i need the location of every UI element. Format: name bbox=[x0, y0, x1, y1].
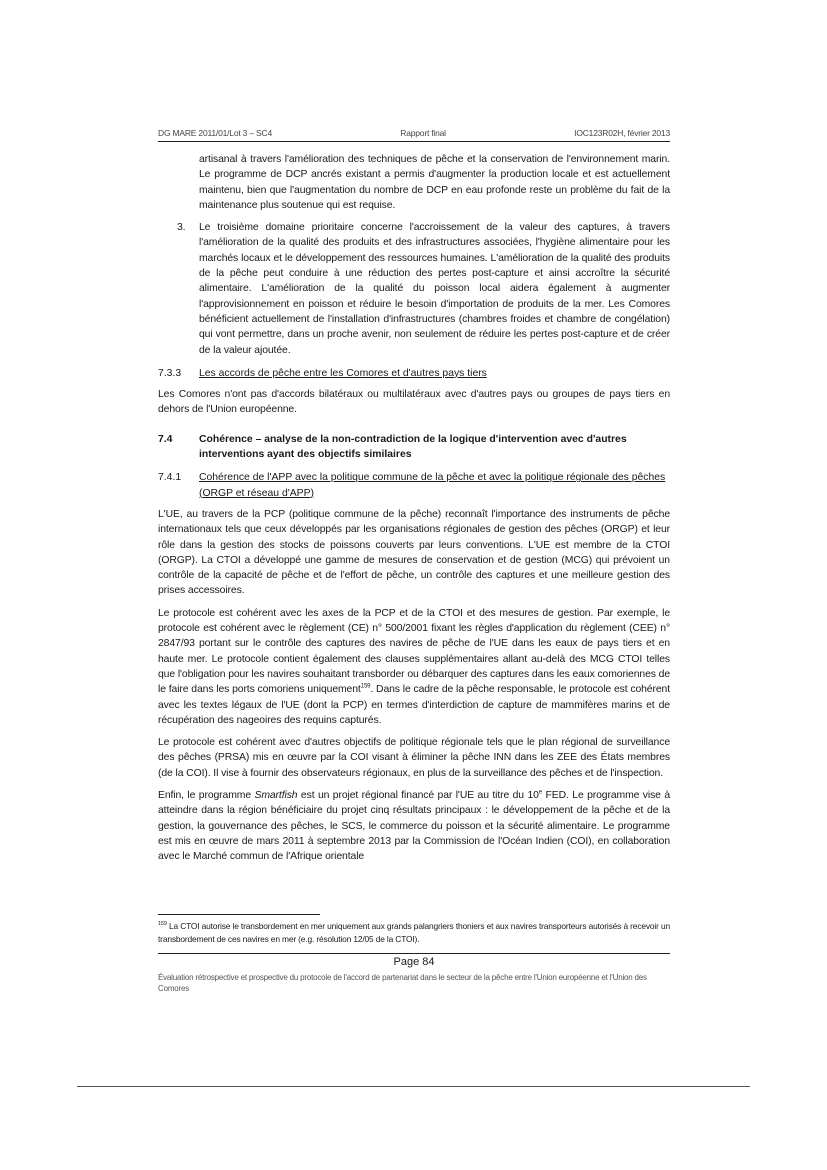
list-item-3 bbox=[177, 220, 670, 358]
section-heading-7-4 bbox=[158, 432, 670, 463]
section-title: Cohérence de l'APP avec la politique commune de la pêche et avec la politique régionale des pêches (ORGP et réseau d'APP) bbox=[199, 472, 666, 499]
page-header bbox=[158, 128, 670, 142]
paragraph-text: Enfin, le programme bbox=[158, 789, 255, 801]
footer-separator bbox=[158, 953, 670, 954]
footnote-text: La CTOI autorise le transbordement en mer uniquement aux grands palangriers thoniers et aux navires transporteurs autorisés à recevoir un transbordement de ces navires en mer (e.g. résolution 12/05 de la CTOI). bbox=[158, 921, 670, 944]
section-title: Cohérence – analyse de la non-contradiction de la logique d'intervention avec d'autres interventions ayant des objectifs similaires bbox=[199, 433, 627, 461]
paragraph-regional-policy: Le protocole est cohérent avec d'autres objectifs de politique régionale tels que le plan régional de surveillance des pêches (PRSA) mis en œuvre par la COI visant à éliminer la pêche INN dans les ZEE des États membres (de la COI). Il vise à fournir des observateurs régionaux, en plus de la surveillance des pêches et de l'inspection. bbox=[158, 737, 670, 779]
section-number: 7.4 bbox=[158, 433, 173, 445]
section-heading-7-4-1 bbox=[158, 470, 670, 501]
paragraph-other-agreements: Les Comores n'ont pas d'accords bilatéraux ou multilatéraux avec d'autres pays ou groupes de pays tiers en dehors de l'Union européenne. bbox=[158, 389, 670, 416]
section-heading-7-3-3 bbox=[158, 366, 670, 381]
section-number: 7.4.1 bbox=[158, 472, 182, 484]
paragraph-smartfish bbox=[158, 788, 670, 864]
paragraph-text: est un projet régional financé par l'UE au titre du 10 bbox=[297, 789, 539, 801]
programme-name: Smartfish bbox=[254, 789, 298, 801]
paragraph-pcp: L'UE, au travers de la PCP (politique commune de la pêche) reconnaît l'importance des instruments de pêche internationaux tels que ceux développés par les organisations régionales de gestion des pêches (ORGP) et leur rôle dans la gestion des stocks de poissons couverts par leurs conventions. L'UE est membre de la CTOI (ORGP). La CTOI a développé une gamme de mesures de conservation et de gestion (MCG) qui prévoient un contrôle de la capacité de pêche et de l'effort de pêche, un contrôle des captures et une meilleure gestion des prises accessoires. bbox=[158, 508, 670, 597]
paragraph-protocol-coherence bbox=[158, 606, 670, 728]
header-reference: DG MARE 2011/01/Lot 3 – SC4 bbox=[158, 128, 272, 138]
list-item-text: Le troisième domaine prioritaire concerne l'accroissement de la valeur des captures, à travers l'amélioration de la qualité des produits et des infrastructures associées, l'hygiène alimentaire pour les marchés locaux et le développement des ressources humaines. L'amélioration de la qualité des produits de la pêche peut conduire à une réduction des pertes post-capture et ainsi accroître la sécurité alimentaire. L'amélioration de la qualité du poisson local aidera également à augmenter l'approvisionnement en poisson et réduire le besoin d'importation de produits de la mer. Les Comores bénéficient actuellement de l'installation d'infrastructures (chambres froides et chambre de congélation) qui vont permettre, dans un proche avenir, non seulement de réduire les pertes post-capture et de créer de la valeur ajoutée. bbox=[199, 222, 670, 356]
section-title: Les accords de pêche entre les Comores et d'autres pays tiers bbox=[199, 367, 487, 379]
section-number: 7.3.3 bbox=[158, 367, 182, 379]
footnote-159 bbox=[158, 920, 670, 945]
list-item-number: 3. bbox=[177, 222, 186, 234]
page-body bbox=[158, 152, 670, 864]
paragraph-text: FED. Le programme vise à atteindre dans la région bénéficiaire du projet cinq résultats principaux : le développement de la pêche et de la gestion, la gouvernance des pêches, le SCS, le commerce du poisson et la sécurité alimentaire. Le programme est mis en œuvre de mars 2011 à septembre 2013 par la Commission de l'Océan Indien (COI), en collaboration avec le Marché commun de l'Afrique orientale bbox=[158, 789, 670, 863]
header-title: Rapport final bbox=[400, 128, 446, 138]
ordinal-superscript: e bbox=[538, 789, 543, 796]
page-number: Page 84 bbox=[393, 956, 435, 968]
paragraph-continued: artisanal à travers l'amélioration des techniques de pêche et la conservation de l'environnement marin. Le programme de DCP ancrés existant a permis d'augmenter la production locale et est actuellement maintenu, bien que l'augmentation du nombre de DCP en eau profonde reste un problème du fait de la maintenance plus soutenue qui est requise. bbox=[199, 154, 670, 211]
paragraph-text: Le protocole est cohérent avec les axes de la PCP et de la CTOI et des mesures de gestion. Par exemple, le protocole est cohérent avec le règlement (CE) n° 500/2001 fixant les règles d'application du règlement (CEE) n° 2847/93 portant sur le contrôle des captures des navires de pêche de l'UE dans les eaux de pays tiers et en haute mer. Le protocole contient également des clauses supplémentaires allant au-delà des MCG CTOI telles que l'obligation pour les navires souhaitant transborder ou débarquer des captures dans les eaux comoriennes de le faire dans les ports comoriens uniquement bbox=[158, 607, 670, 696]
footnote-number: 159 bbox=[158, 921, 167, 928]
footnote-reference[interactable]: 159 bbox=[360, 683, 371, 690]
viewer-page-divider bbox=[77, 1086, 750, 1087]
footer-document-title: Évaluation rétrospective et prospective du protocole de l'accord de partenariat dans le secteur de la pêche entre l'Union européenne et l'Union des Comores bbox=[158, 973, 647, 993]
paragraph-text: . Dans le cadre de la pêche responsable, le protocole est cohérent avec les textes légaux de l'UE (dont la PCP) en termes d'interdiction de capture de mammifères marins et de récupération des nageoires des requins capturés. bbox=[158, 684, 670, 726]
header-code-date: IOC123R02H, février 2013 bbox=[574, 128, 670, 138]
footnote-separator bbox=[158, 914, 320, 915]
